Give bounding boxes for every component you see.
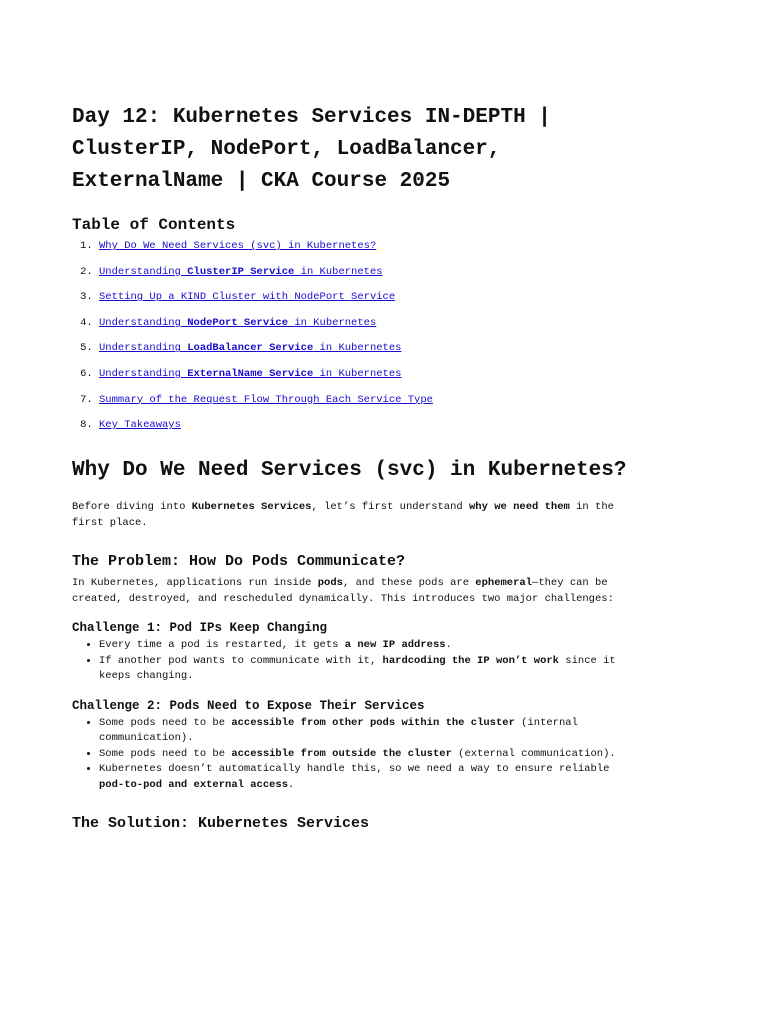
list-item: • Kubernetes doesn’t automatically handle this, so we need a way to ensure reliable pod-to-pod and external access. [99, 762, 632, 793]
toc-item [99, 316, 632, 331]
toc-link-loadbalancer[interactable]: Understanding LoadBalancer Service in Kubernetes [99, 342, 402, 355]
intro-paragraph: Before diving into Kubernetes Services, let’s first understand why we need them in the first place. [72, 501, 614, 529]
toc-link-summary[interactable]: Summary of the Request Flow Through Each Service Type [99, 393, 433, 406]
toc-link-externalname[interactable]: Understanding ExternalName Service in Kubernetes [99, 367, 402, 380]
challenge-1-heading: Challenge 1: Pod IPs Keep Changing [72, 621, 328, 636]
toc-link-nodeport[interactable]: Understanding NodePort Service in Kubernetes [99, 316, 377, 329]
toc-item [99, 290, 632, 305]
problem-paragraph: In Kubernetes, applications run inside pods, and these pods are ephemeral—they can be created, destroyed, and rescheduled dynamically. This introduces two major challenges: [72, 577, 614, 605]
toc-heading: Table of Contents [72, 216, 236, 234]
challenge-2-list [72, 716, 632, 794]
list-item: • Some pods need to be accessible from outside the cluster (external communication). [99, 747, 632, 763]
challenge-1-list [72, 638, 632, 685]
toc-item [99, 239, 632, 254]
document-content [72, 102, 632, 838]
page-title: Day 12: Kubernetes Services IN-DEPTH | ClusterIP, NodePort, LoadBalancer, ExternalName | CKA Course 2025 [72, 106, 551, 193]
list-item: • If another pod wants to communicate with it, hardcoding the IP won’t work since it keeps changing. [99, 654, 632, 685]
list-item: • Some pods need to be accessible from other pods within the cluster (internal communication). [99, 716, 632, 747]
toc-link-kind-cluster[interactable]: Setting Up a KIND Cluster with NodePort Service [99, 291, 396, 304]
toc-link-why-services[interactable]: Why Do We Need Services (svc) in Kubernetes? [99, 240, 377, 252]
table-of-contents [72, 239, 632, 433]
section-heading-why-services: Why Do We Need Services (svc) in Kubernetes? [72, 459, 627, 483]
toc-item [99, 418, 632, 433]
solution-heading: The Solution: Kubernetes Services [72, 815, 370, 833]
challenge-2-heading: Challenge 2: Pods Need to Expose Their Services [72, 698, 425, 713]
problem-heading: The Problem: How Do Pods Communicate? [72, 553, 406, 571]
toc-item [99, 393, 632, 408]
toc-item [99, 367, 632, 382]
list-item: • Every time a pod is restarted, it gets a new IP address. [99, 638, 632, 654]
toc-link-clusterip[interactable]: Understanding ClusterIP Service in Kubernetes [99, 265, 383, 278]
toc-item [99, 265, 632, 280]
toc-item [99, 341, 632, 356]
toc-link-key-takeaways[interactable]: Key Takeaways [99, 419, 181, 432]
